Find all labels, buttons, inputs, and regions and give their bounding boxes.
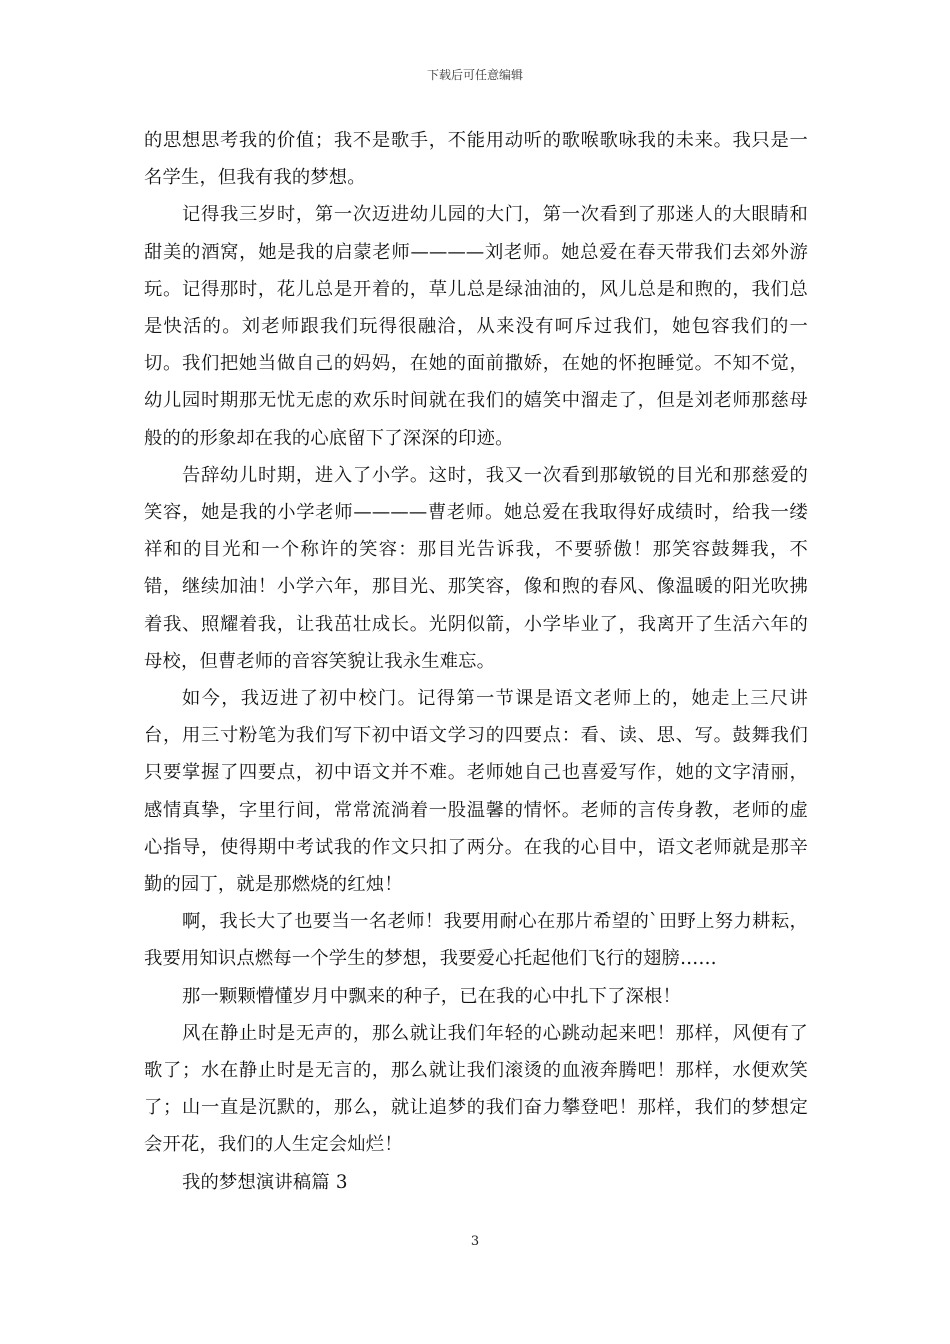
- page-number: 3: [470, 1234, 480, 1249]
- paragraph-7: 风在静止时是无声的，那么就让我们年轻的心跳动起来吧！那样，风便有了歌了；水在静止时是无言的，那么就让我们滚烫的血液奔腾吧！那样，水便欢笑了；山一直是沉默的，那么，就让追梦的我们奋力攀登吧！那样，我们的梦想定会开花，我们的人生定会灿烂！: [144, 1022, 808, 1156]
- page-header: 下载后可任意编辑: [426, 68, 523, 82]
- document-body: [144, 122, 808, 1201]
- paragraph-5: 啊，我长大了也要当一名老师！我要用耐心在那片希望的`田野上努力耕耘，我要用知识点燃每一个学生的梦想，我要爱心托起他们飞行的翅膀……: [144, 911, 808, 970]
- paragraph-6: 那一颗颗懵懂岁月中飘来的种子，已在我的心中扎下了深根！: [182, 985, 681, 1007]
- paragraph-3: 告辞幼儿时期，进入了小学。这时，我又一次看到那敏锐的目光和那慈爱的笑容，她是我的小学老师————曹老师。她总爱在我取得好成绩时，给我一缕祥和的目光和一个称许的笑容：那目光告诉我，不要骄傲！那笑容鼓舞我，不错，继续加油！小学六年，那目光、那笑容，像和煦的春风、像温暖的阳光吹拂着我、照耀着我，让我茁壮成长。光阴似箭，小学毕业了，我离开了生活六年的母校，但曹老师的音容笑貌让我永生难忘。: [144, 464, 808, 672]
- section-heading: 我的梦想演讲稿篇 3: [182, 1171, 348, 1193]
- paragraph-1: 的思想思考我的价值；我不是歌手，不能用动听的歌喉歌咏我的未来。我只是一名学生，但我有我的梦想。: [144, 130, 808, 189]
- paragraph-2: 记得我三岁时，第一次迈进幼儿园的大门，第一次看到了那迷人的大眼睛和甜美的酒窝，她是我的启蒙老师————刘老师。她总爱在春天带我们去郊外游玩。记得那时，花儿总是开着的，草儿总是绿油油的，风儿总是和煦的，我们总是快活的。刘老师跟我们玩得很融洽，从来没有呵斥过我们，她包容我们的一切。我们把她当做自己的妈妈，在她的面前撒娇，在她的怀抱睡觉。不知不觉，幼儿园时期那无忧无虑的欢乐时间就在我们的嬉笑中溜走了，但是刘老师那慈母般的的形象却在我的心底留下了深深的印迹。: [144, 204, 808, 449]
- paragraph-4: 如今，我迈进了初中校门。记得第一节课是语文老师上的，她走上三尺讲台，用三寸粉笔为我们写下初中语文学习的四要点：看、读、思、写。鼓舞我们只要掌握了四要点，初中语文并不难。老师她自己也喜爱写作，她的文字清丽，感情真挚，字里行间，常常流淌着一股温馨的情怀。老师的言传身教，老师的虚心指导，使得期中考试我的作文只扣了两分。在我的心目中，语文老师就是那辛勤的园丁，就是那燃烧的红烛！: [144, 688, 808, 896]
